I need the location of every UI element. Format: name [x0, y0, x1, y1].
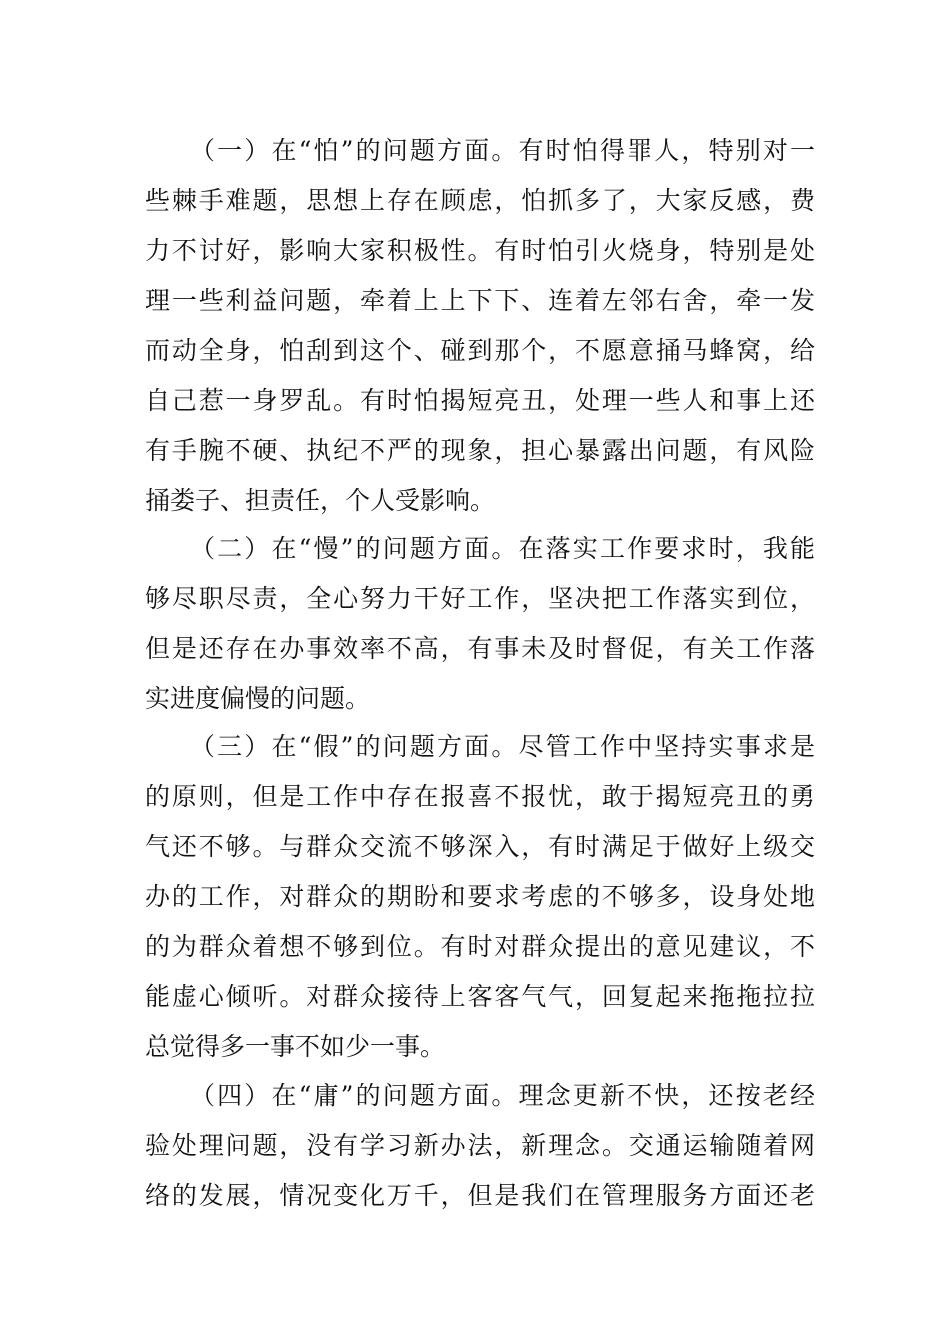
paragraph-3-line-4: 办的工作，对群众的期盼和要求考虑的不够多，设身处地 — [145, 882, 815, 911]
paragraph-2-line-4: 实进度偏慢的问题。 — [145, 684, 371, 713]
paragraph-3-line-1: （三）在“假”的问题方面。尽管工作中坚持实事求是 — [190, 732, 815, 761]
paragraph-1-line-1: （一）在“怕”的问题方面。有时怕得罪人，特别对一 — [190, 136, 815, 165]
paragraph-3-line-2: 的原则，但是工作中存在报喜不报忧，敢于揭短亮丑的勇 — [145, 782, 815, 811]
paragraph-3-line-5: 的为群众着想不够到位。有时对群众提出的意见建议，不 — [145, 932, 815, 961]
paragraph-4-line-1: （四）在“庸”的问题方面。理念更新不快，还按老经 — [190, 1081, 815, 1110]
paragraph-1-line-7: 有手腕不硬、执纪不严的现象，担心暴露出问题，有风险 — [145, 436, 815, 465]
paragraph-3-line-6: 能虚心倾听。对群众接待上客客气气，回复起来拖拖拉拉 — [145, 982, 815, 1011]
paragraph-3-line-7: 总觉得多一事不如少一事。 — [145, 1032, 446, 1061]
paragraph-1-line-2: 些棘手难题，思想上存在顾虑，怕抓多了，大家反感，费 — [145, 186, 815, 215]
paragraph-3-line-3: 气还不够。与群众交流不够深入，有时满足于做好上级交 — [145, 832, 815, 861]
paragraph-4-line-2: 验处理问题，没有学习新办法，新理念。交通运输随着网 — [145, 1131, 815, 1160]
paragraph-1-line-3: 力不讨好，影响大家积极性。有时怕引火烧身，特别是处 — [145, 236, 815, 265]
paragraph-2-line-1: （二）在“慢”的问题方面。在落实工作要求时，我能 — [190, 534, 815, 563]
paragraph-4-line-3: 络的发展，情况变化万千，但是我们在管理服务方面还老 — [145, 1181, 815, 1210]
paragraph-1-line-6: 自己惹一身罗乱。有时怕揭短亮丑，处理一些人和事上还 — [145, 386, 815, 415]
paragraph-2-line-2: 够尽职尽责，全心努力干好工作，坚决把工作落实到位， — [145, 584, 815, 613]
paragraph-1-line-8: 捅娄子、担责任，个人受影响。 — [145, 486, 496, 515]
paragraph-1-line-5: 而动全身，怕刮到这个、碰到那个，不愿意捅马蜂窝，给 — [145, 336, 815, 365]
paragraph-2-line-3: 但是还存在办事效率不高，有事未及时督促，有关工作落 — [145, 634, 815, 663]
paragraph-1-line-4: 理一些利益问题，牵着上上下下、连着左邻右舍，牵一发 — [145, 286, 815, 315]
